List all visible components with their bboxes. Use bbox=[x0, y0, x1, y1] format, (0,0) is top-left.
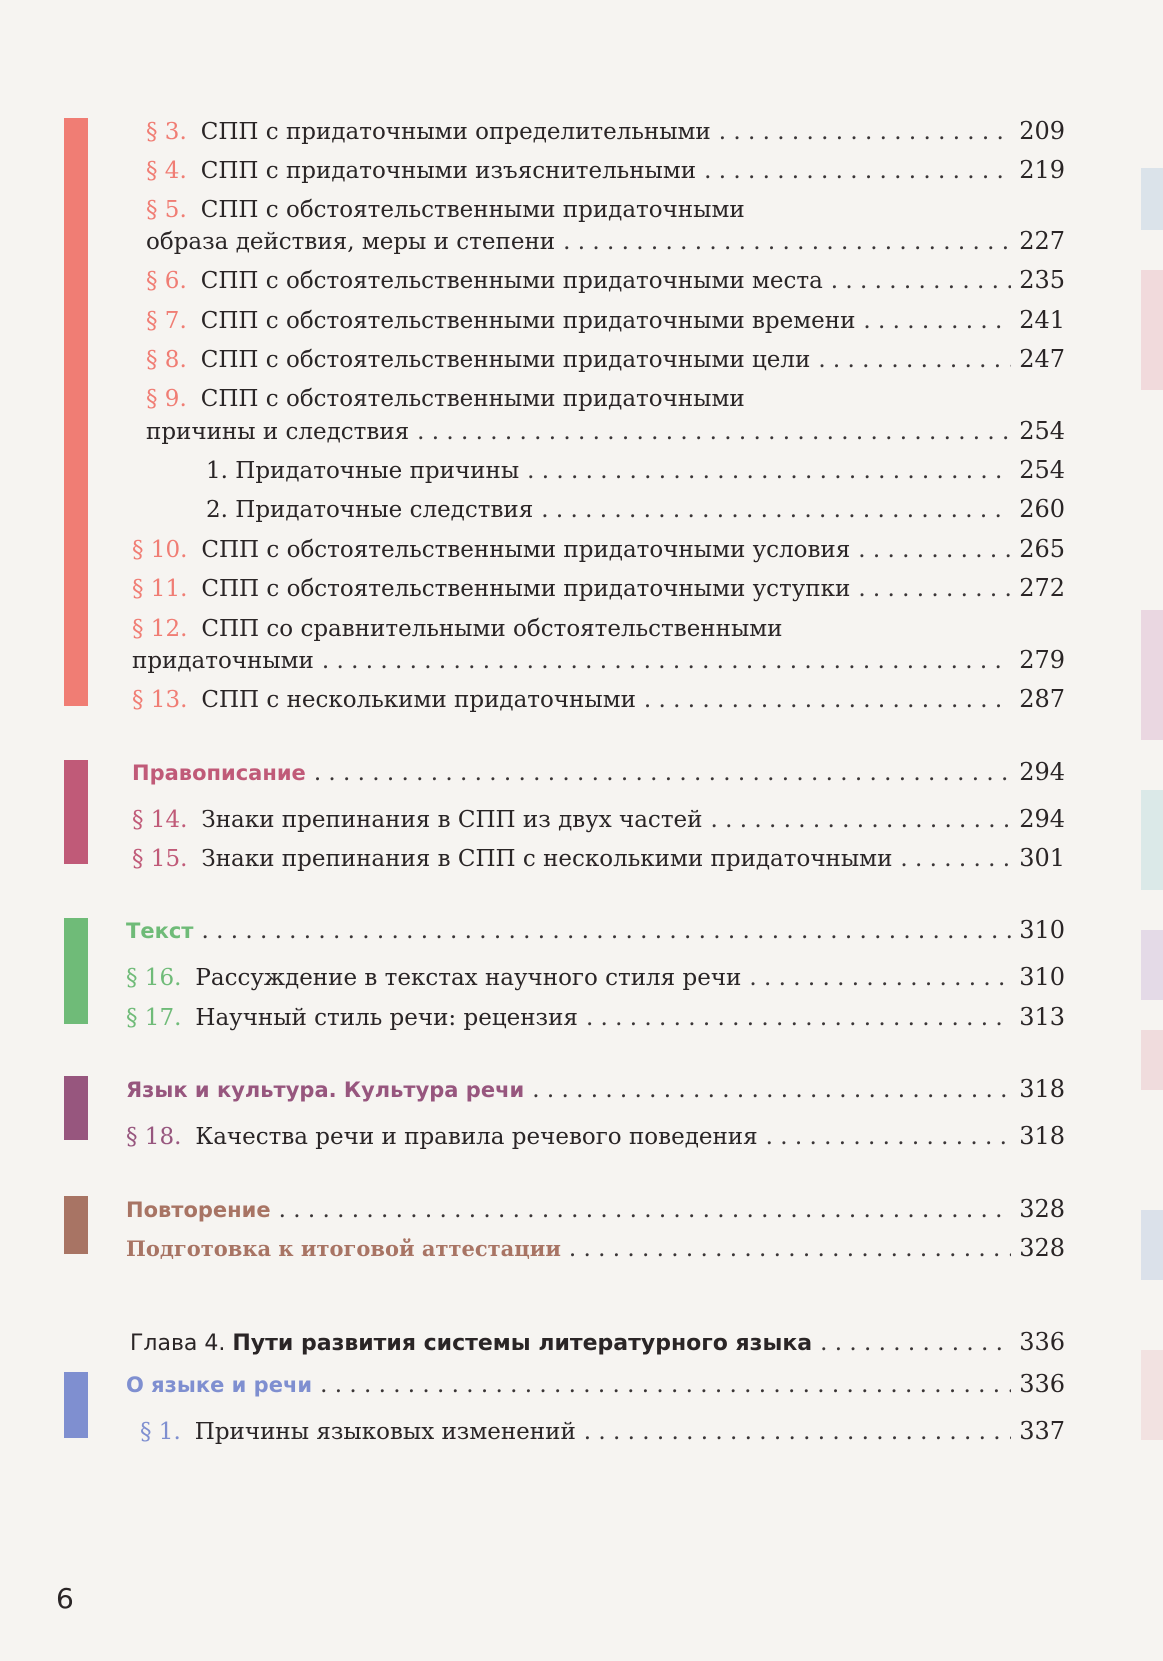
leader-dots bbox=[314, 758, 1011, 788]
leader-dots bbox=[900, 844, 1011, 874]
entry-title: Знаки препинания в СПП из двух частей bbox=[201, 807, 703, 833]
page-number: 310 bbox=[1019, 916, 1065, 944]
page-number: 294 bbox=[1019, 805, 1065, 833]
toc-entry[interactable] bbox=[132, 804, 1065, 835]
leader-dots bbox=[644, 685, 1011, 715]
entry-title-continuation: придаточными bbox=[132, 648, 314, 674]
about-section-bar bbox=[64, 1372, 88, 1438]
entry-title: Знаки препинания в СПП с несколькими придаточными bbox=[201, 846, 893, 872]
toc-entry[interactable] bbox=[146, 116, 1065, 147]
edge-tab bbox=[1141, 1350, 1163, 1440]
entry-title: СПП с придаточными изъяснительными bbox=[200, 158, 697, 184]
paragraph-number: § 1. bbox=[140, 1419, 181, 1445]
leader-dots bbox=[820, 1328, 1011, 1358]
toc-entry[interactable] bbox=[146, 344, 1065, 375]
paragraph-number: § 16. bbox=[126, 965, 182, 991]
page-number: 247 bbox=[1019, 345, 1065, 373]
toc-entry[interactable] bbox=[126, 1121, 1065, 1152]
leader-dots bbox=[749, 963, 1011, 993]
paragraph-number: § 12. bbox=[132, 616, 188, 642]
toc-entry[interactable] bbox=[126, 962, 1065, 993]
entry-title: Рассуждение в текстах научного стиля речи bbox=[195, 965, 742, 991]
toc-entry[interactable] bbox=[146, 265, 1065, 296]
paragraph-number: § 4. bbox=[146, 158, 187, 184]
entry-title: 2. Придаточные следствия bbox=[206, 497, 534, 523]
page-number: 235 bbox=[1019, 266, 1065, 294]
leader-dots bbox=[417, 417, 1011, 447]
toc-subentry[interactable] bbox=[206, 494, 1065, 525]
page-number: 260 bbox=[1019, 495, 1065, 523]
page-number: 313 bbox=[1019, 1003, 1065, 1031]
edge-tab bbox=[1141, 1210, 1163, 1280]
toc-entry-continuation[interactable] bbox=[146, 416, 1065, 447]
entry-title: СПП с придаточными определительными bbox=[200, 119, 711, 145]
page-number: 209 bbox=[1019, 117, 1065, 145]
leader-dots bbox=[863, 306, 1011, 336]
section-heading-attestation[interactable] bbox=[126, 1233, 1065, 1264]
edge-tab bbox=[1141, 610, 1163, 740]
leader-dots bbox=[569, 1234, 1011, 1264]
leader-dots bbox=[563, 227, 1011, 257]
leader-dots bbox=[201, 916, 1011, 946]
paragraph-number: § 7. bbox=[146, 308, 187, 334]
entry-title: Научный стиль речи: рецензия bbox=[195, 1005, 578, 1031]
leader-dots bbox=[858, 574, 1011, 604]
entry-title-continuation: образа действия, меры и степени bbox=[146, 229, 556, 255]
culture-section-bar bbox=[64, 1076, 88, 1140]
toc-entry[interactable] bbox=[132, 684, 1065, 715]
page-folio-number: 6 bbox=[56, 1582, 74, 1615]
toc-entry-continuation[interactable] bbox=[132, 645, 1065, 676]
toc-entry-first-line[interactable] bbox=[146, 195, 745, 225]
leader-dots bbox=[766, 1122, 1012, 1152]
leader-dots bbox=[818, 345, 1011, 375]
toc-entry-continuation[interactable] bbox=[146, 226, 1065, 257]
toc-entry[interactable] bbox=[146, 155, 1065, 186]
entry-title: СПП с обстоятельственными придаточными цели bbox=[200, 347, 811, 373]
entry-title: СПП со сравнительными обстоятельственными bbox=[201, 616, 783, 642]
chapter-name: Пути развития системы литературного языка bbox=[232, 1331, 813, 1356]
page-number: 337 bbox=[1019, 1417, 1065, 1445]
entry-title: СПП с несколькими придаточными bbox=[201, 687, 636, 713]
page-number: 219 bbox=[1019, 156, 1065, 184]
section-title: Правописание bbox=[132, 761, 306, 785]
page-number: 336 bbox=[1019, 1370, 1065, 1398]
paragraph-number: § 11. bbox=[132, 576, 188, 602]
paragraph-number: § 10. bbox=[132, 537, 188, 563]
leader-dots bbox=[320, 1370, 1011, 1400]
page-number: 328 bbox=[1019, 1195, 1065, 1223]
paragraph-number: § 9. bbox=[146, 386, 187, 412]
paragraph-number: § 17. bbox=[126, 1005, 182, 1031]
leader-dots bbox=[704, 156, 1011, 186]
entry-title: СПП с обстоятельственными придаточными места bbox=[200, 268, 823, 294]
page-number: 279 bbox=[1019, 646, 1065, 674]
toc-entry[interactable] bbox=[132, 534, 1065, 565]
section-heading-about[interactable] bbox=[126, 1369, 1065, 1400]
entry-title: Качества речи и правила речевого поведения bbox=[195, 1124, 758, 1150]
paragraph-number: § 3. bbox=[146, 119, 187, 145]
edge-tab bbox=[1141, 1030, 1163, 1090]
leader-dots bbox=[527, 456, 1011, 486]
section-title: Повторение bbox=[126, 1198, 271, 1222]
section-heading-review[interactable] bbox=[126, 1194, 1065, 1225]
entry-title: Причины языковых изменений bbox=[194, 1419, 576, 1445]
paragraph-number: § 14. bbox=[132, 807, 188, 833]
page-number: 241 bbox=[1019, 306, 1065, 334]
review-section-bar bbox=[64, 1196, 88, 1254]
leader-dots bbox=[532, 1075, 1011, 1105]
toc-entry[interactable] bbox=[132, 843, 1065, 874]
edge-tab bbox=[1141, 790, 1163, 890]
entry-title: СПП с обстоятельственными придаточными bbox=[200, 386, 745, 412]
paragraph-number: § 5. bbox=[146, 197, 187, 223]
chapter-title bbox=[130, 1329, 812, 1359]
page-number: 328 bbox=[1019, 1234, 1065, 1262]
section-title: Язык и культура. Культура речи bbox=[126, 1078, 525, 1102]
leader-dots bbox=[831, 266, 1011, 296]
page-number: 301 bbox=[1019, 844, 1065, 872]
section-heading-text[interactable] bbox=[126, 915, 1065, 946]
section-title: О языке и речи bbox=[126, 1373, 313, 1397]
toc-entry[interactable] bbox=[140, 1416, 1065, 1447]
text-section-bar bbox=[64, 918, 88, 1024]
toc-entry-first-line[interactable] bbox=[146, 384, 745, 414]
leader-dots bbox=[710, 805, 1011, 835]
page-number: 254 bbox=[1019, 417, 1065, 445]
page-number: 265 bbox=[1019, 535, 1065, 563]
leader-dots bbox=[858, 535, 1011, 565]
leader-dots bbox=[584, 1417, 1011, 1447]
section-title: Подготовка к итоговой аттестации bbox=[126, 1236, 561, 1261]
entry-title: СПП с обстоятельственными придаточными времени bbox=[200, 308, 856, 334]
edge-tab bbox=[1141, 168, 1163, 230]
edge-tab bbox=[1141, 930, 1163, 1000]
leader-dots bbox=[719, 117, 1011, 147]
page-number: 336 bbox=[1019, 1328, 1065, 1356]
section-title: Текст bbox=[126, 919, 194, 943]
paragraph-number: § 18. bbox=[126, 1124, 182, 1150]
section-heading-culture[interactable] bbox=[126, 1074, 1065, 1105]
toc-entry[interactable] bbox=[126, 1002, 1065, 1033]
chapter-label: Глава 4. bbox=[130, 1331, 226, 1356]
section-heading-spelling[interactable] bbox=[132, 757, 1065, 788]
entry-title: СПП с обстоятельственными придаточными условия bbox=[201, 537, 851, 563]
paragraph-number: § 13. bbox=[132, 687, 188, 713]
page-number: 272 bbox=[1019, 574, 1065, 602]
page-number: 318 bbox=[1019, 1075, 1065, 1103]
page-number: 310 bbox=[1019, 963, 1065, 991]
entry-title: СПП с обстоятельственными придаточными bbox=[200, 197, 745, 223]
toc-subentry[interactable] bbox=[206, 455, 1065, 486]
entry-title: СПП с обстоятельственными придаточными уступки bbox=[201, 576, 851, 602]
leader-dots bbox=[279, 1195, 1012, 1225]
paragraph-number: § 6. bbox=[146, 268, 187, 294]
leader-dots bbox=[322, 646, 1011, 676]
toc-entry-first-line[interactable] bbox=[132, 614, 783, 644]
toc-entry[interactable] bbox=[146, 305, 1065, 336]
paragraph-number: § 15. bbox=[132, 846, 188, 872]
page-number: 318 bbox=[1019, 1122, 1065, 1150]
entry-title: 1. Придаточные причины bbox=[206, 458, 520, 484]
paragraph-number: § 8. bbox=[146, 347, 187, 373]
toc-entry[interactable] bbox=[132, 573, 1065, 604]
chapter-heading[interactable] bbox=[130, 1327, 1065, 1359]
entry-title-continuation: причины и следствия bbox=[146, 419, 410, 445]
page-number: 227 bbox=[1019, 227, 1065, 255]
page-number: 287 bbox=[1019, 685, 1065, 713]
page-number: 254 bbox=[1019, 456, 1065, 484]
leader-dots bbox=[541, 495, 1011, 525]
leader-dots bbox=[586, 1003, 1011, 1033]
page-number: 294 bbox=[1019, 758, 1065, 786]
spelling-section-bar bbox=[64, 760, 88, 864]
edge-tab bbox=[1141, 270, 1163, 390]
syntax-section-bar bbox=[64, 118, 88, 706]
